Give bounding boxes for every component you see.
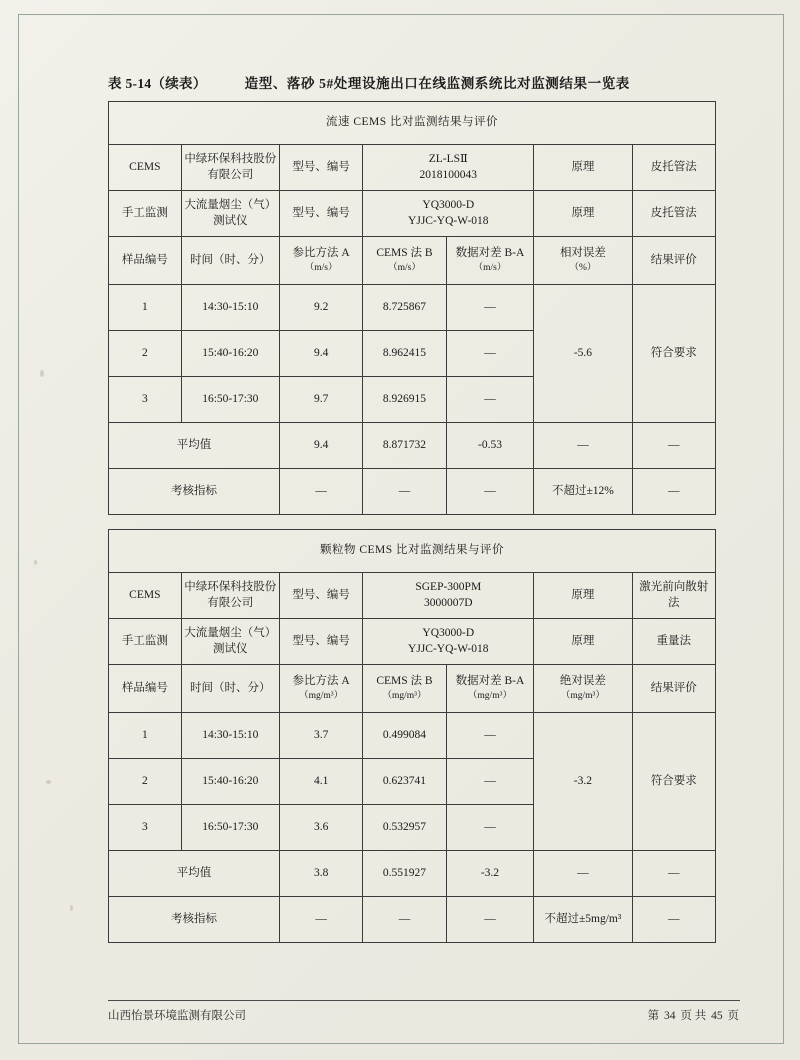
footer-company: 山西怡景环境监测有限公司	[108, 1010, 246, 1022]
col-diff: 数据对差 B-A （mg/m³）	[446, 665, 534, 713]
page-footer	[108, 1000, 740, 1023]
cems-company: 中绿环保科技股份有限公司	[181, 145, 279, 191]
average-evaluation: —	[632, 423, 715, 469]
sample-method-b: 8.725867	[363, 285, 446, 331]
manual-principle-value: 重量法	[632, 619, 715, 665]
sample-no: 1	[109, 285, 182, 331]
sample-method-a: 9.4	[279, 331, 362, 377]
assessment-evaluation: —	[632, 469, 715, 515]
col-evaluation: 结果评价	[632, 665, 715, 713]
cems-model-value: ZL-LSⅡ 2018100043	[363, 145, 534, 191]
average-error: —	[534, 851, 632, 897]
cems-label: CEMS	[109, 145, 182, 191]
scan-speck	[34, 560, 37, 565]
sample-no: 1	[109, 713, 182, 759]
col-diff: 数据对差 B-A （m/s）	[446, 237, 534, 285]
sample-method-a: 4.1	[279, 759, 362, 805]
manual-info-row	[109, 619, 716, 665]
sample-method-b: 0.499084	[363, 713, 446, 759]
sample-no: 2	[109, 759, 182, 805]
manual-model-value: YQ3000-D YJJC-YQ-W-018	[363, 191, 534, 237]
col-error: 绝对误差 （mg/m³）	[534, 665, 632, 713]
assessment-diff: —	[446, 897, 534, 943]
sample-diff: —	[446, 377, 534, 423]
manual-device: 大流量烟尘（气）测试仪	[181, 619, 279, 665]
table-gap	[108, 515, 716, 529]
manual-device: 大流量烟尘（气）测试仪	[181, 191, 279, 237]
absolute-error-value: -3.2	[534, 713, 632, 851]
cems-principle-value: 皮托管法	[632, 145, 715, 191]
manual-principle-value: 皮托管法	[632, 191, 715, 237]
manual-label: 手工监测	[109, 191, 182, 237]
sample-time: 15:40-16:20	[181, 331, 279, 377]
result-evaluation: 符合要求	[632, 713, 715, 851]
cems-info-row	[109, 573, 716, 619]
sample-method-a: 3.6	[279, 805, 362, 851]
column-header-row	[109, 237, 716, 285]
sample-time: 14:30-15:10	[181, 285, 279, 331]
velocity-cems-table	[108, 101, 716, 515]
column-header-row	[109, 665, 716, 713]
sample-diff: —	[446, 331, 534, 377]
page-number: 第 34 页 共 45 页	[647, 1010, 739, 1022]
assessment-a: —	[279, 897, 362, 943]
assessment-limit: 不超过±5mg/m³	[534, 897, 632, 943]
sample-diff: —	[446, 759, 534, 805]
cems-model-label: 型号、编号	[279, 573, 362, 619]
assessment-label: 考核指标	[109, 469, 280, 515]
section-heading: 流速 CEMS 比对监测结果与评价	[109, 102, 716, 145]
cems-model-value: SGEP-300PM 3000007D	[363, 573, 534, 619]
cems-company: 中绿环保科技股份有限公司	[181, 573, 279, 619]
assessment-evaluation: —	[632, 897, 715, 943]
assessment-label: 考核指标	[109, 897, 280, 943]
manual-model-label: 型号、编号	[279, 619, 362, 665]
table-number: 表 5-14（续表）	[108, 76, 207, 91]
scan-speck	[40, 370, 44, 377]
average-evaluation: —	[632, 851, 715, 897]
manual-model-label: 型号、编号	[279, 191, 362, 237]
cems-principle-label: 原理	[534, 573, 632, 619]
sample-method-b: 8.926915	[363, 377, 446, 423]
average-method-b: 0.551927	[363, 851, 446, 897]
manual-model-value: YQ3000-D YJJC-YQ-W-018	[363, 619, 534, 665]
sample-time: 15:40-16:20	[181, 759, 279, 805]
average-method-a: 3.8	[279, 851, 362, 897]
sample-no: 2	[109, 331, 182, 377]
sample-diff: —	[446, 805, 534, 851]
sample-method-b: 8.962415	[363, 331, 446, 377]
assessment-b: —	[363, 469, 446, 515]
result-evaluation: 符合要求	[632, 285, 715, 423]
cems-info-row	[109, 145, 716, 191]
sample-method-a: 9.2	[279, 285, 362, 331]
cems-principle-value: 激光前向散射法	[632, 573, 715, 619]
table-row	[109, 285, 716, 331]
average-method-a: 9.4	[279, 423, 362, 469]
sample-no: 3	[109, 805, 182, 851]
col-sample-no: 样品编号	[109, 237, 182, 285]
particulate-cems-table	[108, 529, 716, 943]
col-error: 相对误差 （%）	[534, 237, 632, 285]
document-content	[108, 72, 716, 943]
sample-time: 14:30-15:10	[181, 713, 279, 759]
sample-method-b: 0.532957	[363, 805, 446, 851]
assessment-row	[109, 469, 716, 515]
sample-diff: —	[446, 713, 534, 759]
scan-speck	[70, 905, 73, 911]
assessment-row	[109, 897, 716, 943]
average-row	[109, 423, 716, 469]
assessment-diff: —	[446, 469, 534, 515]
cems-label: CEMS	[109, 573, 182, 619]
sample-time: 16:50-17:30	[181, 377, 279, 423]
cems-model-label: 型号、编号	[279, 145, 362, 191]
average-label: 平均值	[109, 851, 280, 897]
sample-method-a: 3.7	[279, 713, 362, 759]
manual-principle-label: 原理	[534, 191, 632, 237]
table-row	[109, 713, 716, 759]
sample-time: 16:50-17:30	[181, 805, 279, 851]
average-error: —	[534, 423, 632, 469]
cems-principle-label: 原理	[534, 145, 632, 191]
manual-principle-label: 原理	[534, 619, 632, 665]
assessment-a: —	[279, 469, 362, 515]
manual-info-row	[109, 191, 716, 237]
assessment-limit: 不超过±12%	[534, 469, 632, 515]
col-method-a: 参比方法 A （mg/m³）	[279, 665, 362, 713]
table-title	[108, 72, 716, 92]
col-evaluation: 结果评价	[632, 237, 715, 285]
table-title-text: 造型、落砂 5#处理设施出口在线监测系统比对监测结果一览表	[244, 76, 630, 91]
sample-diff: —	[446, 285, 534, 331]
average-label: 平均值	[109, 423, 280, 469]
manual-label: 手工监测	[109, 619, 182, 665]
col-method-b: CEMS 法 B （mg/m³）	[363, 665, 446, 713]
section-heading-row	[109, 530, 716, 573]
sample-method-b: 0.623741	[363, 759, 446, 805]
col-sample-no: 样品编号	[109, 665, 182, 713]
average-method-b: 8.871732	[363, 423, 446, 469]
sample-no: 3	[109, 377, 182, 423]
average-row	[109, 851, 716, 897]
relative-error-value: -5.6	[534, 285, 632, 423]
col-method-b: CEMS 法 B （m/s）	[363, 237, 446, 285]
assessment-b: —	[363, 897, 446, 943]
section-heading-row	[109, 102, 716, 145]
section-heading: 颗粒物 CEMS 比对监测结果与评价	[109, 530, 716, 573]
col-time: 时间（时、分）	[181, 665, 279, 713]
sample-method-a: 9.7	[279, 377, 362, 423]
average-diff: -3.2	[446, 851, 534, 897]
scan-speck	[46, 780, 51, 784]
average-diff: -0.53	[446, 423, 534, 469]
col-time: 时间（时、分）	[181, 237, 279, 285]
col-method-a: 参比方法 A （m/s）	[279, 237, 362, 285]
